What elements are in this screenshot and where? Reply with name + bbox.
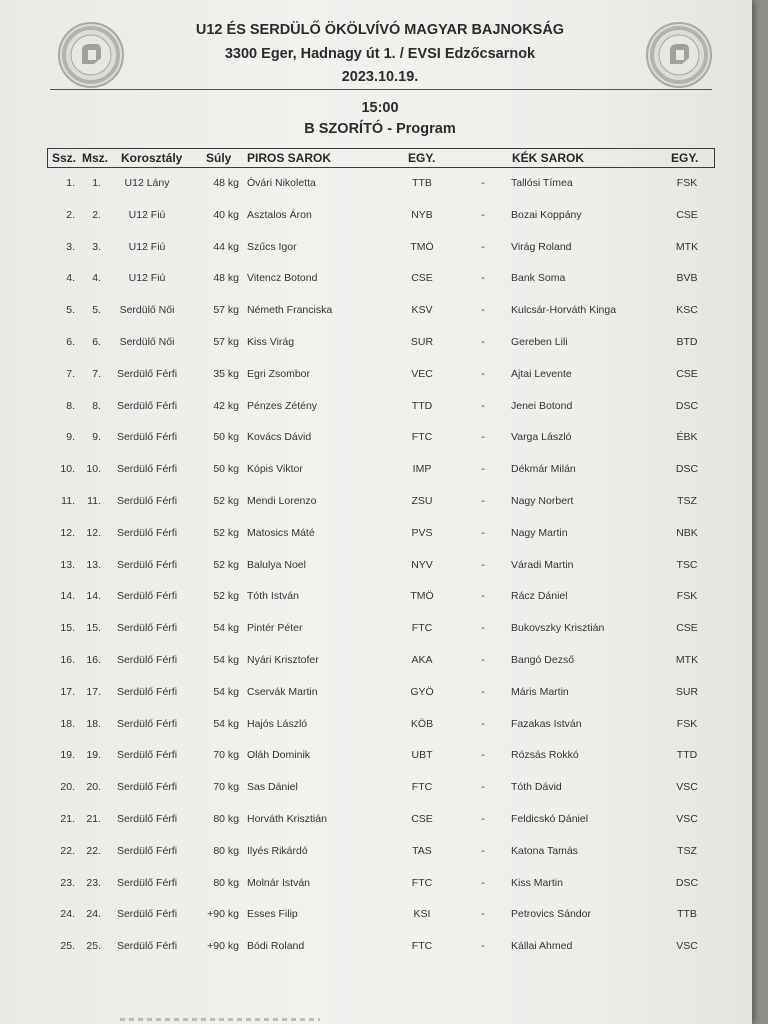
blue-corner-boxer: Tallósi Tímea xyxy=(511,177,573,189)
blue-corner-boxer: Ajtai Levente xyxy=(511,367,572,380)
versus-dash: - xyxy=(481,335,485,348)
versus-dash: - xyxy=(481,494,485,507)
blue-corner-club: DSC xyxy=(675,876,699,889)
blue-corner-club: BTD xyxy=(676,335,698,348)
weight-class: 50 kg xyxy=(213,463,239,476)
versus-dash: - xyxy=(481,781,485,794)
table-row xyxy=(47,204,713,236)
weight-class: 48 kg xyxy=(213,177,239,189)
bout-number: 24. xyxy=(60,908,75,921)
match-number: 17. xyxy=(86,685,101,698)
blue-corner-boxer: Máris Martin xyxy=(511,685,569,698)
age-category: Serdülő Férfi xyxy=(116,367,178,380)
weight-class: 80 kg xyxy=(213,876,239,889)
match-number: 15. xyxy=(86,622,101,635)
blue-corner-boxer: Bangó Dezső xyxy=(511,653,575,666)
bout-number: 4. xyxy=(66,272,75,285)
match-number: 6. xyxy=(92,335,101,348)
bout-number: 10. xyxy=(60,463,75,476)
blue-corner-boxer: Tóth Dávid xyxy=(511,781,562,794)
bout-number: 17. xyxy=(60,685,75,698)
red-corner-club: IMP xyxy=(412,463,432,476)
red-corner-boxer: Ilyés Rikárdó xyxy=(247,844,308,857)
blue-corner-boxer: Nagy Norbert xyxy=(511,494,574,507)
match-number: 11. xyxy=(87,494,101,507)
blue-corner-club: CSE xyxy=(676,622,698,635)
match-number: 20. xyxy=(86,781,101,794)
col-suly: Súly xyxy=(206,151,232,165)
red-corner-boxer: Pénzes Zétény xyxy=(247,399,318,412)
col-kek-sarok: KÉK SAROK xyxy=(512,151,585,165)
red-corner-club: PVS xyxy=(411,526,433,539)
blue-corner-boxer: Nagy Martin xyxy=(511,526,568,539)
red-corner-boxer: Szűcs Igor xyxy=(247,240,297,253)
age-category: Serdülő Férfi xyxy=(116,622,178,635)
table-row xyxy=(47,681,713,713)
red-corner-boxer: Molnár István xyxy=(247,876,311,889)
blue-corner-boxer: Bozai Koppány xyxy=(511,208,582,221)
blue-corner-club: FSK xyxy=(676,590,698,603)
age-category: Serdülő Női xyxy=(119,304,175,317)
col-piros-sarok: PIROS SAROK xyxy=(247,151,332,165)
age-category: Serdülő Férfi xyxy=(116,653,178,666)
col-ssz: Ssz. xyxy=(52,151,77,165)
age-category: Serdülő Férfi xyxy=(116,908,178,921)
blue-corner-club: KSC xyxy=(676,304,698,317)
red-corner-club: TTD xyxy=(411,399,433,412)
red-corner-boxer: Cservák Martin xyxy=(247,685,318,698)
red-corner-club: TTB xyxy=(412,177,432,189)
versus-dash: - xyxy=(481,717,485,730)
weight-class: 44 kg xyxy=(213,240,239,253)
match-number: 7. xyxy=(92,367,101,380)
blue-corner-club: DSC xyxy=(675,463,699,476)
age-category: Serdülő Férfi xyxy=(116,940,178,953)
versus-dash: - xyxy=(481,685,485,698)
weight-class: 42 kg xyxy=(213,399,239,412)
blue-corner-club: MTK xyxy=(675,653,699,666)
col-msz: Msz. xyxy=(82,151,109,165)
blue-corner-boxer: Rózsás Rokkó xyxy=(511,749,579,762)
table-row xyxy=(47,713,713,745)
blue-corner-boxer: Feldicskó Dániel xyxy=(511,812,589,825)
weight-class: 54 kg xyxy=(213,622,239,635)
red-corner-boxer: Oláh Dominik xyxy=(247,749,311,762)
table-row xyxy=(47,426,713,458)
red-corner-boxer: Sas Dániel xyxy=(247,781,298,794)
red-corner-club: ZSU xyxy=(411,494,433,507)
red-corner-club: FTC xyxy=(411,876,433,889)
blue-corner-club: CSE xyxy=(676,367,698,380)
age-category: Serdülő Férfi xyxy=(116,876,178,889)
weight-class: 80 kg xyxy=(213,812,239,825)
match-number: 12. xyxy=(86,526,101,539)
versus-dash: - xyxy=(481,749,485,762)
blue-corner-boxer: Dékmár Milán xyxy=(511,463,576,476)
table-row xyxy=(47,458,713,490)
col-egy-red: EGY. xyxy=(408,151,436,165)
age-category: Serdülő Férfi xyxy=(116,431,178,444)
versus-dash: - xyxy=(481,272,485,285)
versus-dash: - xyxy=(481,812,485,825)
match-number: 4. xyxy=(92,272,101,285)
col-korosztaly: Korosztály xyxy=(121,151,183,165)
red-corner-club: FTC xyxy=(411,940,433,953)
blue-corner-club: TSC xyxy=(676,558,698,571)
table-row xyxy=(47,840,713,872)
match-number: 5. xyxy=(92,304,101,317)
bout-number: 5. xyxy=(66,304,75,317)
red-corner-boxer: Tóth István xyxy=(247,590,299,603)
match-number: 2. xyxy=(92,208,101,221)
weight-class: 50 kg xyxy=(213,431,239,444)
red-corner-club: VEC xyxy=(411,367,433,380)
table-row xyxy=(47,935,713,967)
blue-corner-boxer: Kiss Martin xyxy=(511,876,563,889)
weight-class: 40 kg xyxy=(213,208,239,221)
bout-number: 22. xyxy=(60,844,75,857)
weight-class: 80 kg xyxy=(213,844,239,857)
red-corner-boxer: Asztalos Áron xyxy=(247,208,312,221)
blue-corner-boxer: Kállai Ahmed xyxy=(511,940,573,953)
match-number: 10. xyxy=(86,463,101,476)
blue-corner-club: VSC xyxy=(676,812,698,825)
red-corner-boxer: Matosics Máté xyxy=(247,526,315,539)
match-number: 21. xyxy=(86,812,101,825)
table-row xyxy=(47,776,713,808)
blue-corner-boxer: Petrovics Sándor xyxy=(511,908,591,921)
bout-number: 19. xyxy=(60,749,75,762)
age-category: Serdülő Férfi xyxy=(116,717,178,730)
versus-dash: - xyxy=(481,558,485,571)
red-corner-club: CSE xyxy=(411,812,433,825)
weight-class: 54 kg xyxy=(213,653,239,666)
venue-line: 3300 Eger, Hadnagy út 1. / EVSI Edzőcsarnok xyxy=(224,46,536,62)
weight-class: +90 kg xyxy=(207,940,239,953)
red-corner-club: NYB xyxy=(411,208,433,221)
red-corner-club: FTC xyxy=(411,781,433,794)
versus-dash: - xyxy=(481,431,485,444)
table-row xyxy=(47,172,713,204)
blue-corner-club: SUR xyxy=(675,685,699,698)
age-category: U12 Fiú xyxy=(128,208,166,221)
table-row xyxy=(47,585,713,617)
age-category: Serdülő Férfi xyxy=(116,749,178,762)
table-row xyxy=(47,522,713,554)
red-corner-boxer: Németh Franciska xyxy=(247,304,333,317)
red-corner-boxer: Esses Filip xyxy=(247,908,298,921)
weight-class: 70 kg xyxy=(213,749,239,762)
weight-class: +90 kg xyxy=(207,908,239,921)
bout-number: 6. xyxy=(66,335,75,348)
red-corner-boxer: Kiss Virág xyxy=(247,335,295,348)
versus-dash: - xyxy=(481,463,485,476)
footer-smudge xyxy=(120,1018,320,1021)
federation-logo-icon xyxy=(646,22,712,88)
red-corner-boxer: Kópis Viktor xyxy=(247,463,303,476)
weight-class: 35 kg xyxy=(213,367,239,380)
col-egy-blue: EGY. xyxy=(671,151,699,165)
red-corner-boxer: Horváth Krisztián xyxy=(247,812,327,825)
age-category: Serdülő Férfi xyxy=(116,812,178,825)
versus-dash: - xyxy=(481,177,485,189)
weight-class: 52 kg xyxy=(213,558,239,571)
age-category: Serdülő Férfi xyxy=(116,558,178,571)
red-corner-club: TMÖ xyxy=(410,240,434,253)
blue-corner-club: VSC xyxy=(676,940,698,953)
red-corner-club: KÖB xyxy=(410,717,434,730)
red-corner-boxer: Pintér Péter xyxy=(247,622,303,635)
blue-corner-boxer: Varga László xyxy=(511,431,572,444)
age-category: Serdülő Női xyxy=(119,335,175,348)
red-corner-club: NYV xyxy=(411,558,433,571)
blue-corner-club: VSC xyxy=(676,781,698,794)
age-category: Serdülő Férfi xyxy=(116,590,178,603)
bout-number: 20. xyxy=(60,781,75,794)
red-corner-club: TMÖ xyxy=(410,590,434,603)
match-number: 23. xyxy=(86,876,101,889)
versus-dash: - xyxy=(481,940,485,953)
age-category: U12 Fiú xyxy=(128,272,166,285)
bout-number: 25. xyxy=(60,940,75,953)
match-number: 22. xyxy=(86,844,101,857)
red-corner-boxer: Óvári Nikoletta xyxy=(247,177,316,189)
blue-corner-club: ÉBK xyxy=(676,431,698,444)
match-number: 25. xyxy=(86,940,101,953)
weight-class: 52 kg xyxy=(213,526,239,539)
versus-dash: - xyxy=(481,526,485,539)
red-corner-boxer: Egri Zsombor xyxy=(247,367,311,380)
red-corner-club: GYÖ xyxy=(410,685,434,698)
blue-corner-boxer: Gereben Lili xyxy=(511,335,568,348)
age-category: Serdülő Férfi xyxy=(116,399,178,412)
match-number: 24. xyxy=(86,908,101,921)
age-category: Serdülő Férfi xyxy=(116,685,178,698)
blue-corner-boxer: Bank Soma xyxy=(511,272,566,285)
bout-list xyxy=(47,172,713,967)
table-row xyxy=(47,649,713,681)
weight-class: 57 kg xyxy=(213,304,239,317)
bout-number: 16. xyxy=(60,653,75,666)
bout-number: 18. xyxy=(60,717,75,730)
age-category: U12 Fiú xyxy=(128,240,166,253)
age-category: Serdülő Férfi xyxy=(116,781,178,794)
blue-corner-boxer: Váradi Martin xyxy=(511,558,574,571)
table-row xyxy=(47,872,713,904)
versus-dash: - xyxy=(481,876,485,889)
blue-corner-boxer: Jenei Botond xyxy=(511,399,573,412)
table-row xyxy=(47,299,713,331)
match-number: 9. xyxy=(92,431,101,444)
bout-number: 9. xyxy=(66,431,75,444)
red-corner-club: CSE xyxy=(411,272,433,285)
blue-corner-boxer: Bukovszky Krisztián xyxy=(511,622,605,635)
red-corner-club: KSV xyxy=(411,304,433,317)
blue-corner-club: TTB xyxy=(677,908,697,921)
red-corner-club: FTC xyxy=(411,622,433,635)
versus-dash: - xyxy=(481,240,485,253)
program-title: B SZORÍTÓ - Program xyxy=(304,121,456,137)
age-category: Serdülő Férfi xyxy=(116,844,178,857)
table-row xyxy=(47,554,713,586)
table-row xyxy=(47,744,713,776)
weight-class: 52 kg xyxy=(213,494,239,507)
table-row xyxy=(47,808,713,840)
match-number: 14. xyxy=(86,590,101,603)
red-corner-club: SUR xyxy=(410,335,434,348)
blue-corner-club: CSE xyxy=(676,208,698,221)
blue-corner-club: FSK xyxy=(676,177,698,189)
blue-corner-boxer: Rácz Dániel xyxy=(511,590,568,603)
document-title: U12 ÉS SERDÜLŐ ÖKÖLVÍVÓ MAGYAR BAJNOKSÁG xyxy=(195,22,565,38)
red-corner-boxer: Nyári Krisztofer xyxy=(247,653,319,666)
table-row xyxy=(47,903,713,935)
age-category: U12 Lány xyxy=(124,177,170,189)
table-row xyxy=(47,236,713,268)
red-corner-club: FTC xyxy=(411,431,433,444)
blue-corner-club: BVB xyxy=(676,272,698,285)
age-category: Serdülő Férfi xyxy=(116,526,178,539)
bout-number: 7. xyxy=(66,367,75,380)
red-corner-club: AKA xyxy=(411,653,433,666)
blue-corner-boxer: Fazakas István xyxy=(511,717,582,730)
bout-number: 12. xyxy=(60,526,75,539)
table-row xyxy=(47,490,713,522)
bout-number: 14. xyxy=(60,590,75,603)
bout-number: 21. xyxy=(60,812,75,825)
age-category: Serdülő Férfi xyxy=(116,494,178,507)
table-row xyxy=(47,363,713,395)
bout-number: 1. xyxy=(66,177,75,189)
bout-number: 23. xyxy=(60,876,75,889)
weight-class: 54 kg xyxy=(213,685,239,698)
bout-number: 8. xyxy=(66,399,75,412)
blue-corner-club: FSK xyxy=(676,717,698,730)
match-number: 19. xyxy=(86,749,101,762)
blue-corner-club: MTK xyxy=(675,240,699,253)
versus-dash: - xyxy=(481,399,485,412)
blue-corner-club: NBK xyxy=(676,526,698,539)
red-corner-boxer: Kovács Dávid xyxy=(247,431,312,444)
match-number: 16. xyxy=(86,653,101,666)
bout-number: 11. xyxy=(61,494,75,507)
bout-number: 13. xyxy=(60,558,75,571)
match-number: 8. xyxy=(92,399,101,412)
bout-number: 2. xyxy=(66,208,75,221)
table-row xyxy=(47,267,713,299)
red-corner-boxer: Vitencz Botond xyxy=(247,272,318,285)
versus-dash: - xyxy=(481,367,485,380)
bout-number: 3. xyxy=(66,240,75,253)
weight-class: 57 kg xyxy=(213,335,239,348)
red-corner-boxer: Balulya Noel xyxy=(247,558,306,571)
age-category: Serdülő Férfi xyxy=(116,463,178,476)
red-corner-boxer: Mendi Lorenzo xyxy=(247,494,317,507)
red-corner-club: UBT xyxy=(411,749,433,762)
match-number: 13. xyxy=(86,558,101,571)
match-number: 18. xyxy=(86,717,101,730)
blue-corner-boxer: Virág Roland xyxy=(511,240,572,253)
session-time: 15:00 xyxy=(361,100,399,116)
versus-dash: - xyxy=(481,908,485,921)
event-date: 2023.10.19. xyxy=(341,69,419,85)
weight-class: 54 kg xyxy=(213,717,239,730)
weight-class: 70 kg xyxy=(213,781,239,794)
blue-corner-club: TSZ xyxy=(677,494,697,507)
match-number: 1. xyxy=(92,177,101,189)
blue-corner-boxer: Kulcsár-Horváth Kinga xyxy=(511,304,617,317)
versus-dash: - xyxy=(481,590,485,603)
versus-dash: - xyxy=(481,653,485,666)
red-corner-boxer: Bódi Roland xyxy=(247,940,305,953)
table-row xyxy=(47,617,713,649)
versus-dash: - xyxy=(481,208,485,221)
federation-logo-icon xyxy=(58,22,124,88)
versus-dash: - xyxy=(481,844,485,857)
blue-corner-club: TSZ xyxy=(677,844,697,857)
red-corner-club: KSI xyxy=(413,908,431,921)
weight-class: 52 kg xyxy=(213,590,239,603)
versus-dash: - xyxy=(481,622,485,635)
blue-corner-club: DSC xyxy=(675,399,699,412)
table-row xyxy=(47,331,713,363)
match-number: 3. xyxy=(92,240,101,253)
blue-corner-club: TTD xyxy=(676,749,698,762)
blue-corner-boxer: Katona Tamás xyxy=(511,844,578,857)
versus-dash: - xyxy=(481,304,485,317)
header-divider xyxy=(50,89,712,90)
red-corner-club: TAS xyxy=(412,844,432,857)
table-header xyxy=(47,148,715,168)
bout-number: 15. xyxy=(60,622,75,635)
red-corner-boxer: Hajós László xyxy=(247,717,308,730)
table-row xyxy=(47,395,713,427)
weight-class: 48 kg xyxy=(213,272,239,285)
